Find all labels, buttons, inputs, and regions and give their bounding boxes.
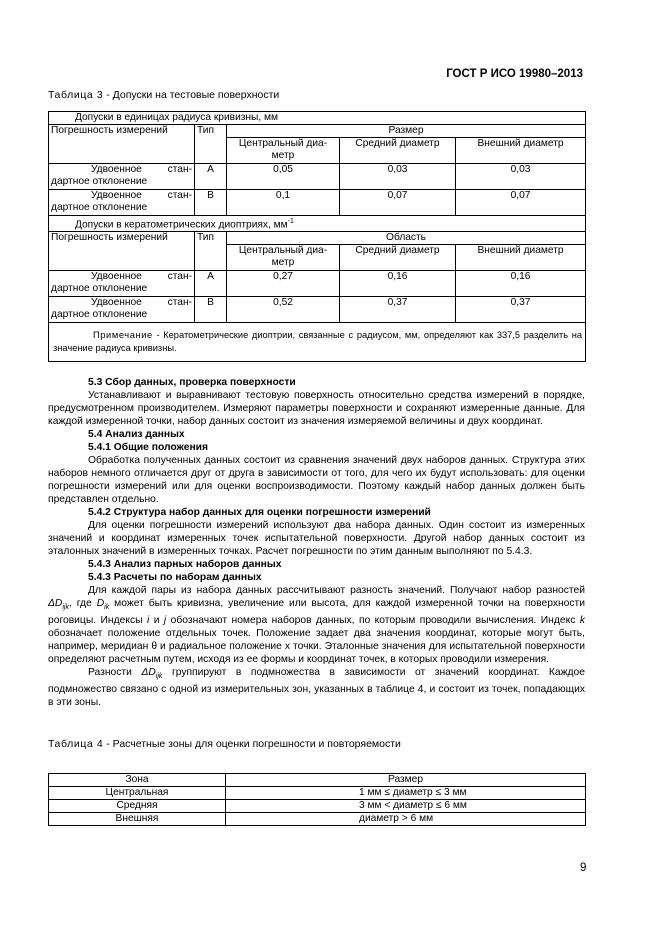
table3-col-middle: Средний диаметр <box>340 138 456 164</box>
row-label: Удвоенное стан- дартное отклонение <box>49 297 195 323</box>
cell-middle: 0,37 <box>340 297 456 323</box>
cell-middle: 0,16 <box>340 271 456 297</box>
row-label: Удвоенное стан- дартное отклонение <box>49 164 195 190</box>
table3-col-central: Центральный диа-метр <box>227 138 340 164</box>
table-row <box>49 787 586 800</box>
table4-caption: Таблица 4 - Расчетные зоны для оценки погрешности и повторяемости <box>48 738 401 750</box>
cell-type: B <box>195 190 227 216</box>
table3-header-row <box>49 125 586 138</box>
table3 <box>48 111 586 362</box>
cell-size: 1 мм ≤ диаметр ≤ 3 мм <box>226 787 586 800</box>
table3-note: Примечание - Кератометрические диоптрии, связанные с радиусом, мм, определяют как 337,5 разделить на значение радиуса кривизны. <box>49 323 586 362</box>
table-row <box>49 190 586 216</box>
cell-type: A <box>195 164 227 190</box>
heading-5-4-3-analysis: 5.4.3 Анализ парных наборов данных <box>88 559 282 570</box>
table4-col-zone: Зона <box>49 774 226 787</box>
row-label: Удвоенное стан- дартное отклонение <box>49 271 195 297</box>
table4-col-size: Размер <box>226 774 586 787</box>
table-row <box>49 297 586 323</box>
table3-col-type: Тип <box>195 125 227 164</box>
table-row <box>49 800 586 813</box>
cell-zone: Центральная <box>49 787 226 800</box>
table3-note-row <box>49 323 586 362</box>
table3-col-outer: Внешний диаметр <box>456 138 586 164</box>
cell-central: 0,27 <box>227 271 340 297</box>
heading-5-4: 5.4 Анализ данных <box>88 429 185 440</box>
table3-section2-title: Допуски в кератометрических диоптриях, $мм^{-1}$ <box>49 216 586 232</box>
heading-5-4-3-calc: 5.4.3 Расчеты по наборам данных <box>88 572 262 583</box>
table3-section1-title-row <box>49 112 586 125</box>
table-row <box>49 271 586 297</box>
table-row <box>49 813 586 826</box>
document-header: ГОСТ Р ИСО 19980–2013 <box>446 68 583 80</box>
cell-size: 3 мм < диаметр ≤ 6 мм <box>226 800 586 813</box>
table3-col-type: Тип <box>195 232 227 271</box>
table3-col-middle: Средний диаметр <box>340 245 456 271</box>
table3-col-error: Погрешность измерений <box>49 232 195 271</box>
table4 <box>48 773 586 826</box>
table3-section2-title-row <box>49 216 586 232</box>
cell-middle: 0,07 <box>340 190 456 216</box>
paragraph-5-4-2: Для оценки погрешности измерений используют два набора данных. Один состоит из измеренных значений и координат измеренных точек испытательной поверхности. Другой набор данных состоит из эталонных значений в измеренных точках. Расчет погрешности по этим данным выполняют по 5.4.3. <box>48 520 585 557</box>
table3-col-error: Погрешность измерений <box>49 125 195 164</box>
page-number: 9 <box>580 862 587 874</box>
cell-type: B <box>195 297 227 323</box>
table-row <box>49 164 586 190</box>
paragraph-5-3: Устанавливают и выравнивают тестовую поверхность относительно средства измерений в порядке, предусмотренном производителем. Измеряют параметры поверхности и сохраняют измеренные данные. Для каждой измеренной точки, набор данных состоит из значения измеряемой величины и двух координат. <box>48 390 585 427</box>
paragraph-5-4-3: Для каждой пары из набора данных рассчитывают разность значений. Получают набор разностей $\Delta D_{ijk}$, где $D_{ik}$ может быть кривизна, увеличение или высота, для каждой измеренной точки на поверхности роговицы. Индексы i и j обозначают номера наборов данных, по которым проводили вычисления. Индекс k обозначает положение отдельных точек. Положение задает два значения координат, которые могут быть, например, меридиан θ и радиальное положение x точки. Эталонные значения для испытательной поверхности определяют расчетным путем, исходя из ее формы и координат точек, в которых проводили измерения. <box>48 585 585 666</box>
table3-col-area: Область <box>227 232 586 245</box>
paragraph-5-4-1: Обработка полученных данных состоит из сравнения значений двух наборов данных. Структура этих наборов немного отличается друг от друга в зависимости от того, для чего их будут использовать: для оценки погрешности измерений или для оценки воспроизводимости. Поэтому каждый набор данных должен быть представлен отдельно. <box>48 455 585 505</box>
table3-header-row-2 <box>49 232 586 245</box>
table3-caption: Таблица 3 - Допуски на тестовые поверхности <box>48 89 280 101</box>
heading-5-3: 5.3 Сбор данных, проверка поверхности <box>88 377 296 388</box>
body-text <box>48 376 585 709</box>
cell-central: 0,52 <box>227 297 340 323</box>
cell-outer: 0,37 <box>456 297 586 323</box>
table3-col-outer: Внешний диаметр <box>456 245 586 271</box>
paragraph-5-4-3-b: Разности $\Delta D_{ijk}$ группируют в подмножества в зависимости от значений координат. Каждое подмножество связано с одной из измерительных зон, указанных в таблице 4, и состоит из точек, попадающих в эти зоны. <box>48 667 585 709</box>
cell-central: 0,1 <box>227 190 340 216</box>
cell-type: A <box>195 271 227 297</box>
table3-col-size: Размер <box>227 125 586 138</box>
table4-header-row <box>49 774 586 787</box>
cell-central: 0,05 <box>227 164 340 190</box>
heading-5-4-1: 5.4.1 Общие положения <box>88 442 208 453</box>
cell-outer: 0,16 <box>456 271 586 297</box>
cell-zone: Внешняя <box>49 813 226 826</box>
cell-size: диаметр > 6 мм <box>226 813 586 826</box>
cell-middle: 0,03 <box>340 164 456 190</box>
cell-outer: 0,03 <box>456 164 586 190</box>
heading-5-4-2: 5.4.2 Структура набор данных для оценки погрешности измерений <box>88 507 431 518</box>
row-label: Удвоенное стан- дартное отклонение <box>49 190 195 216</box>
cell-zone: Средняя <box>49 800 226 813</box>
table3-section1-title: Допуски в единицах радиуса кривизны, мм <box>49 112 586 125</box>
cell-outer: 0,07 <box>456 190 586 216</box>
table3-col-central: Центральный диа-метр <box>227 245 340 271</box>
